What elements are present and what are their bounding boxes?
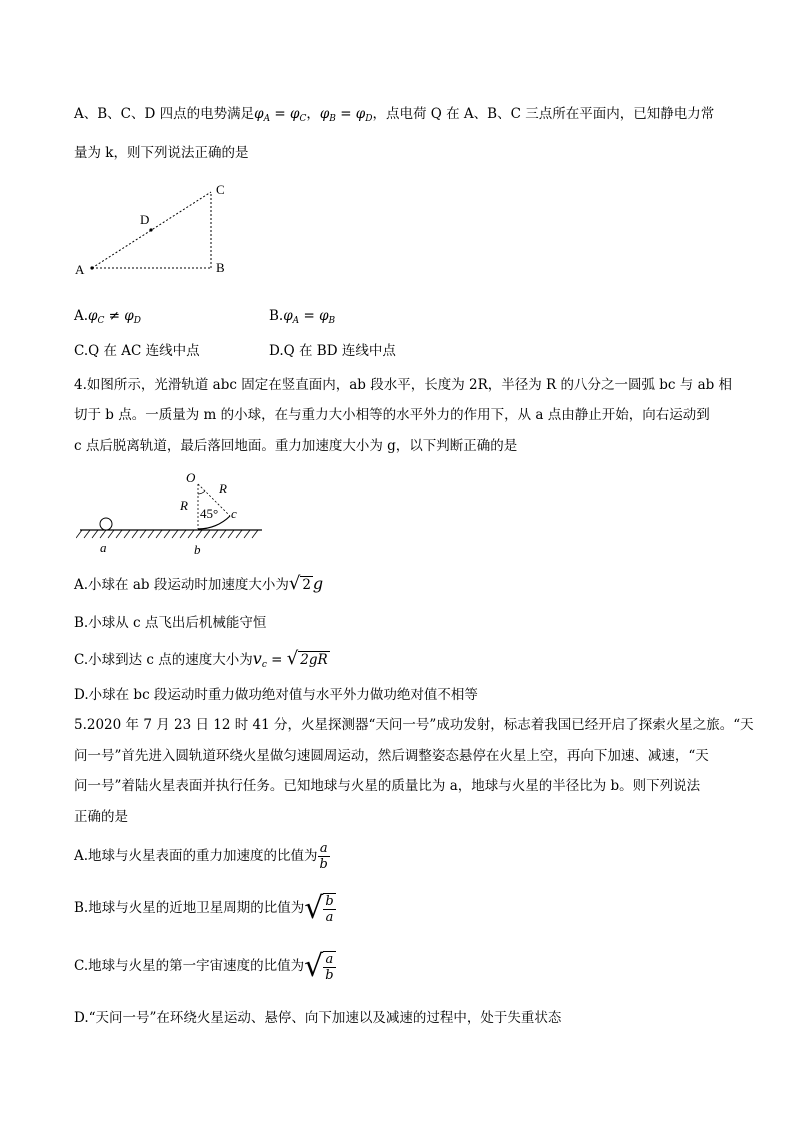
q5-option-a: A.地球与火星表面的重力加速度的比值为 $\frac{a}{b}$	[74, 841, 328, 872]
q3-option-c: C.Q 在 AC 连线中点	[74, 343, 200, 359]
q3-option-a: $A.\varphi_C \ne \varphi_D$	[74, 308, 141, 326]
q4-option-c: C.小球到达 c 点的速度大小为$v_c$ = √ 2gR	[74, 648, 328, 670]
sqrt-fraction-b-a: √ $\frac{b}{a}$	[304, 890, 334, 926]
q3-figure	[70, 180, 240, 280]
label-B: B	[216, 260, 225, 275]
angle-arc	[198, 491, 205, 494]
label-c: c	[231, 506, 237, 521]
q5-stem-line4: 正确的是	[74, 809, 128, 825]
q4-stem-line3: c 点后脱离轨道，最后落回地面。重力加速度大小为 g，以下判断正确的是	[74, 438, 518, 454]
point-D	[149, 228, 152, 231]
q5-option-b: B.地球与火星的近地卫星周期的比值为 √ $\frac{b}{a}$	[74, 890, 334, 926]
label-A: A	[75, 262, 85, 277]
label-O: O	[186, 470, 196, 485]
q4-option-b: B.小球从 c 点飞出后机械能守恒	[74, 615, 267, 631]
q4-figure	[76, 468, 276, 560]
q3-option-b: $B.\varphi_A = \varphi_B$	[269, 308, 336, 326]
q3-stem-line1: A、B、C、D 四点的电势满足$\varphi_A = \varphi_C$，$\varphi_B = \varphi_D$，点电荷 Q 在 A、B、C 三点所在平面内，已知静电力常	[74, 106, 715, 124]
label-D: D	[140, 212, 150, 227]
q4-stem-line2: 切于 b 点。一质量为 m 的小球，在与重力大小相等的水平外力的作用下，从 a 点由静止开始，向右运动到	[74, 407, 710, 423]
ball	[100, 518, 112, 530]
q5-option-c: C.地球与火星的第一宇宙速度的比值为 √ $\frac{a}{b}$	[74, 948, 334, 984]
q3-stem-line2: 量为 k，则下列说法正确的是	[74, 145, 249, 161]
q5-stem-line2: 问一号”首先进入圆轨道环绕火星做匀速圆周运动，然后调整姿态悬停在火星上空，再向下加速、减速，“天	[74, 748, 709, 764]
label-b: b	[194, 542, 201, 557]
q5-stem-line3: 问一号”着陆火星表面并执行任务。已知地球与火星的质量比为 a，地球与火星的半径比为 b。则下列说法	[74, 778, 701, 794]
q5-option-d: D.“天问一号”在环绕火星运动、悬停、向下加速以及减速的过程中，处于失重状态	[74, 1010, 562, 1026]
label-a: a	[100, 540, 107, 555]
ground-hatching	[76, 530, 258, 538]
label-R-vertical: R	[180, 498, 188, 513]
fraction-a-b: $\frac{a}{b}$	[319, 841, 328, 872]
q4-stem-line1: 4.如图所示，光滑轨道 abc 固定在竖直面内，ab 段水平，长度为 2R，半径为 R 的八分之一圆弧 bc 与 ab 相	[74, 377, 733, 393]
q3-option-d: D.Q 在 BD 连线中点	[269, 343, 396, 359]
sqrt-fraction-a-b: √ $\frac{a}{b}$	[304, 948, 334, 984]
point-A	[90, 266, 93, 269]
q4-option-d: D.小球在 bc 段运动时重力做功绝对值与水平外力做功绝对值不相等	[74, 687, 478, 703]
q5-stem-line1: 5.2020 年 7 月 23 日 12 时 41 分，火星探测器“天问一号”成功发射，标志着我国已经开启了探索火星之旅。“天	[74, 717, 754, 733]
label-C: C	[216, 182, 225, 197]
q4-option-a: A.小球在 ab 段运动时加速度大小为√ 2 g	[74, 573, 324, 594]
label-45: 45°	[200, 506, 219, 521]
label-R-angled: R	[219, 481, 227, 496]
